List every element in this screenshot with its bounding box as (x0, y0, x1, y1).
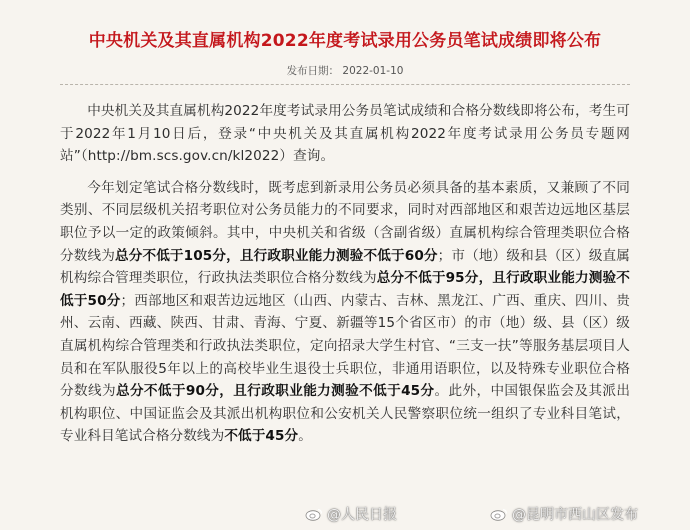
highlight-score-requirement: 总分不低于95分，且行政职业能力测验不低于50分 (60, 270, 630, 309)
paragraph-2 (60, 177, 630, 448)
watermark-renmin-ribao (305, 504, 397, 524)
highlight-score-requirement: 总分不低于90分，且行政职业能力测验不低于45分 (115, 383, 435, 400)
article-title: 中央机关及其直属机构2022年度考试录用公务员笔试成绩即将公布 (88, 31, 602, 51)
highlight-score-requirement: 总分不低于105分，且行政职业能力测验不低于60分 (114, 247, 438, 264)
watermark-left-text: @人民日报 (327, 507, 397, 523)
paragraph-2-text: 。此外，中国银保监会及其派出机构职位、中国证监会及其派出机构职位和公安机关人民警察职位统一组织了专业科目笔试，专业科目笔试合格分数线为 (60, 383, 631, 445)
paragraph-2-text: ；市（地）级和县（区）级直属机构综合管理类职位，行政执法类职位合格分数线为 (60, 247, 630, 287)
weibo-icon (490, 507, 508, 521)
paragraph-2-text: 。 (298, 428, 312, 445)
paragraph-1: 中央机关及其直属机构2022年度考试录用公务员笔试成绩和合格分数线即将公布，考生可于2022年1月10日后，登录“中央机关及其直属机构2022年度考试录用公务员专题网站”（http://bm.scs.gov.cn/kl2022）查询。 (60, 103, 630, 165)
highlight-score-requirement: 不低于45分 (224, 428, 299, 445)
watermark-xishan-district (490, 504, 638, 524)
paragraph-2-text: ；西部地区和艰苦边远地区（山西、内蒙古、吉林、黑龙江、广西、重庆、四川、贵州、云南、西藏、陕西、甘肃、青海、宁夏、新疆等15个省区市）的市（地）级、县（区）级直属机构综合管理类和行政执法类职位，定向招录大学生村官、“三支一扶”等服务基层项目人员和在军队服役5年以上的高校毕业生退役士兵职位，非通用语职位，以及特殊专业职位合格分数线为 (60, 292, 630, 400)
weibo-icon (305, 507, 323, 521)
publish-date-row (0, 63, 690, 78)
paragraph-2-text: 今年划定笔试合格分数线时，既考虑到新录用公务员必须具备的基本素质，又兼顾了不同类别、不同层级机关招考职位对公务员能力的不同要求，同时对西部地区和艰苦边远地区基层职位予以一定的政策倾斜。其中，中央机关和省级（含副省级）直属机构综合管理类职位合格分数线为 (60, 179, 630, 264)
watermark-right-text: @昆明市西山区发布 (512, 507, 638, 523)
publish-date-value: 2022-01-10 (342, 65, 404, 77)
publish-date-label: 发布日期： (286, 65, 340, 77)
title-divider (60, 84, 630, 85)
article-body (60, 100, 630, 457)
